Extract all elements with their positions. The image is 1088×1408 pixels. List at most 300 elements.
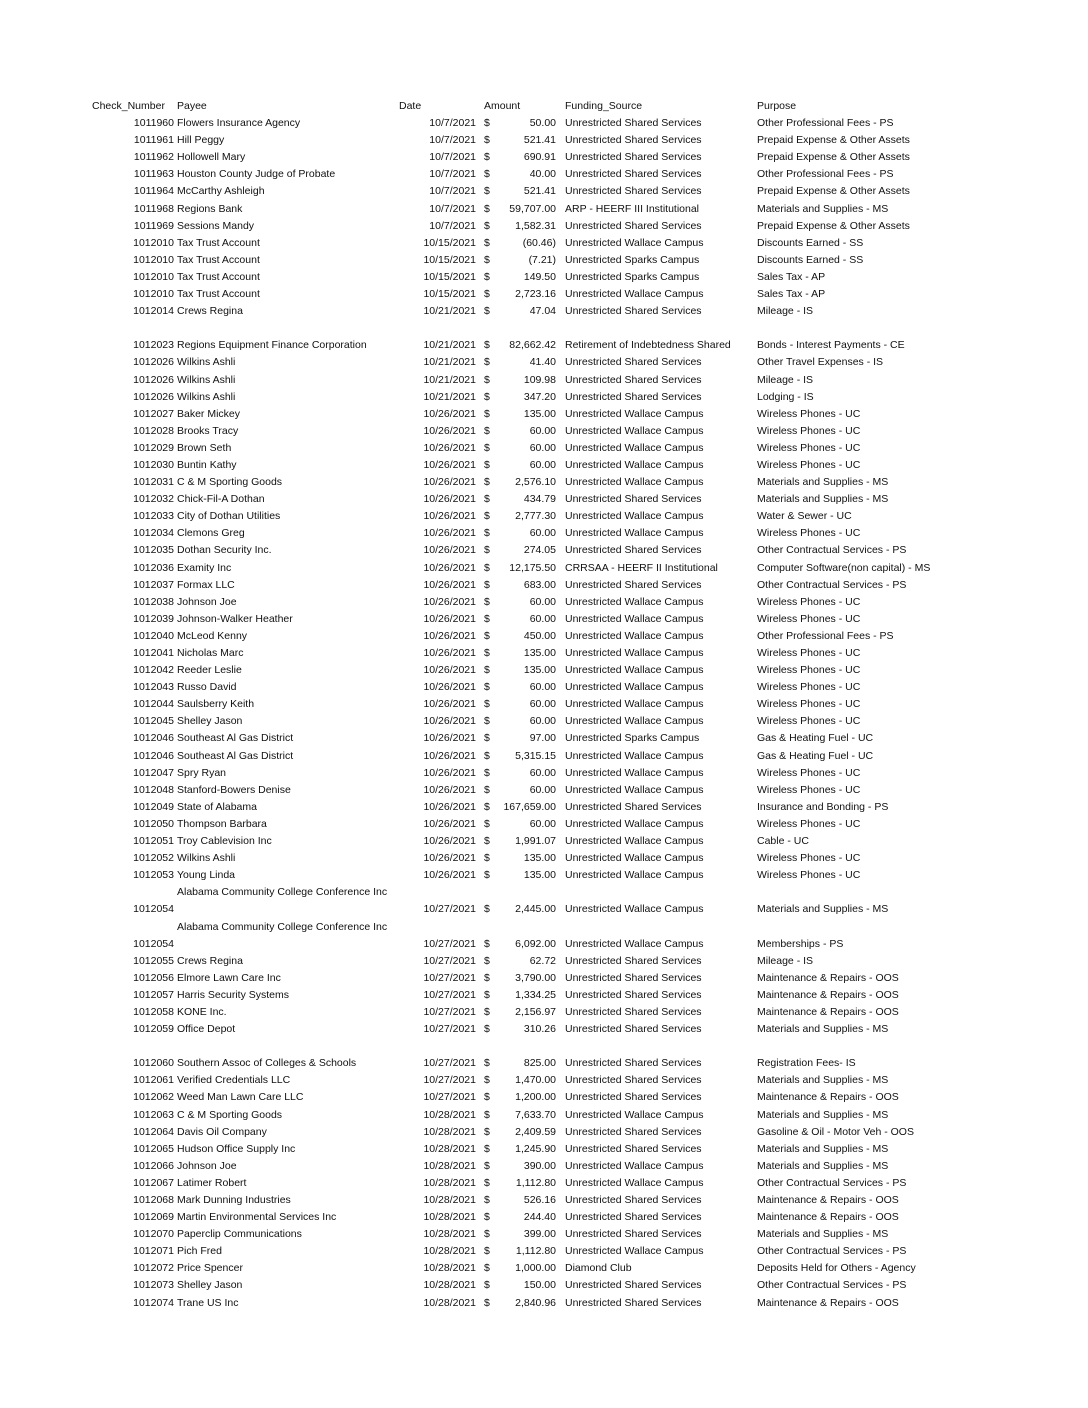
check-number-cell: 1012023: [133, 339, 174, 352]
date-cell: 10/26/2021: [423, 749, 476, 762]
date-cell: 10/21/2021: [423, 339, 476, 352]
funding-source-cell: Unrestricted Wallace Campus: [565, 458, 704, 471]
header-purpose: Purpose: [757, 100, 797, 112]
check-number-cell: 1012072: [133, 1262, 174, 1275]
purpose-cell: Sales Tax - AP: [757, 270, 826, 283]
check-number-cell: 1012067: [133, 1176, 174, 1189]
currency-symbol: $: [484, 1091, 490, 1104]
currency-symbol: $: [484, 407, 490, 420]
currency-symbol: $: [484, 1125, 490, 1138]
purpose-cell: Wireless Phones - UC: [757, 424, 861, 437]
check-number-cell: 1012039: [133, 612, 174, 625]
table-row: [0, 542, 1088, 559]
date-cell: 10/28/2021: [423, 1142, 476, 1155]
date-cell: 10/27/2021: [423, 903, 476, 916]
currency-symbol: $: [484, 749, 490, 762]
payee-cell: Martin Environmental Services Inc: [177, 1211, 337, 1224]
funding-source-cell: Unrestricted Wallace Campus: [565, 681, 704, 694]
table-row: [0, 1226, 1088, 1243]
amount-cell: 135.00: [523, 407, 556, 420]
check-number-cell: 1012037: [133, 578, 174, 591]
currency-symbol: $: [484, 168, 490, 181]
amount-cell: (7.21): [528, 253, 556, 266]
table-row: [0, 816, 1088, 833]
payee-cell: Harris Security Systems: [177, 988, 290, 1001]
funding-source-cell: Unrestricted Shared Services: [565, 151, 702, 164]
check-number-cell: 1012049: [133, 800, 174, 813]
currency-symbol: $: [484, 971, 490, 984]
table-row: [0, 884, 1088, 918]
table-row: [0, 1089, 1088, 1106]
currency-symbol: $: [484, 1262, 490, 1275]
check-number-cell: 1012050: [133, 817, 174, 830]
amount-cell: 399.00: [523, 1228, 556, 1241]
table-row: [0, 1021, 1088, 1038]
table-row: [0, 782, 1088, 799]
payee-cell: Office Depot: [177, 1023, 236, 1036]
payee-cell: Chick-Fil-A Dothan: [177, 493, 265, 506]
amount-cell: 40.00: [529, 168, 556, 181]
purpose-cell: Maintenance & Repairs - OOS: [757, 988, 899, 1001]
table-row: [0, 354, 1088, 371]
amount-cell: 521.41: [523, 185, 556, 198]
amount-cell: 1,112.80: [515, 1176, 556, 1189]
amount-cell: 1,991.07: [515, 835, 556, 848]
blank-row: [0, 320, 1088, 337]
table-row: [0, 867, 1088, 884]
check-number-cell: 1012058: [133, 1005, 174, 1018]
purpose-cell: Materials and Supplies - MS: [757, 1023, 889, 1036]
funding-source-cell: Unrestricted Wallace Campus: [565, 749, 704, 762]
purpose-cell: Sales Tax - AP: [757, 288, 826, 301]
currency-symbol: $: [484, 698, 490, 711]
funding-source-cell: Unrestricted Sparks Campus: [565, 732, 700, 745]
funding-source-cell: Unrestricted Wallace Campus: [565, 835, 704, 848]
amount-cell: 526.16: [523, 1194, 556, 1206]
amount-cell: 59,707.00: [509, 202, 556, 215]
amount-cell: 97.00: [529, 732, 556, 745]
funding-source-cell: Unrestricted Shared Services: [565, 185, 702, 198]
purpose-cell: Deposits Held for Others - Agency: [757, 1262, 916, 1275]
funding-source-cell: Unrestricted Shared Services: [565, 1279, 702, 1292]
payee-cell: City of Dothan Utilities: [177, 510, 281, 523]
table-row: [0, 440, 1088, 457]
amount-cell: 390.00: [523, 1159, 556, 1172]
purpose-cell: Mileage - IS: [757, 954, 814, 967]
date-cell: 10/26/2021: [423, 458, 476, 471]
amount-cell: 50.00: [529, 117, 556, 130]
purpose-cell: Wireless Phones - UC: [757, 612, 861, 625]
payee-cell: Alabama Community College Conference Inc: [177, 886, 388, 899]
check-number-cell: 1012066: [133, 1159, 174, 1172]
amount-cell: 2,576.10: [515, 476, 556, 489]
amount-cell: 1,000.00: [515, 1262, 556, 1275]
funding-source-cell: Unrestricted Sparks Campus: [565, 270, 700, 283]
currency-symbol: $: [484, 493, 490, 506]
currency-symbol: $: [484, 612, 490, 625]
amount-cell: 5,315.15: [515, 749, 556, 762]
amount-cell: 690.91: [523, 151, 556, 164]
currency-symbol: $: [484, 134, 490, 147]
amount-cell: 825.00: [523, 1057, 556, 1070]
purpose-cell: Materials and Supplies - MS: [757, 1159, 889, 1172]
funding-source-cell: Unrestricted Shared Services: [565, 356, 702, 369]
purpose-cell: Memberships - PS: [757, 937, 844, 950]
check-number-cell: 1012042: [133, 664, 174, 677]
payee-cell: Elmore Lawn Care Inc: [177, 971, 281, 984]
date-cell: 10/27/2021: [423, 1057, 476, 1070]
table-row: [0, 252, 1088, 269]
date-cell: 10/26/2021: [423, 612, 476, 625]
payee-cell: Brown Seth: [177, 441, 232, 454]
purpose-cell: Prepaid Expense & Other Assets: [757, 151, 910, 164]
amount-cell: (60.46): [522, 236, 556, 249]
purpose-cell: Lodging - IS: [757, 390, 814, 403]
amount-cell: 3,790.00: [515, 971, 556, 984]
check-number-cell: 1012032: [133, 493, 174, 506]
funding-source-cell: Unrestricted Shared Services: [565, 578, 702, 591]
currency-symbol: $: [484, 664, 490, 677]
check-number-cell: 1011969: [133, 219, 174, 232]
table-row: [0, 235, 1088, 252]
date-cell: 10/15/2021: [423, 236, 476, 249]
currency-symbol: $: [484, 117, 490, 130]
check-number-cell: 1012033: [133, 510, 174, 523]
table-row: [0, 765, 1088, 782]
payee-cell: Brooks Tracy: [177, 424, 239, 437]
check-number-cell: 1011960: [133, 117, 174, 130]
currency-symbol: $: [484, 1194, 490, 1206]
amount-cell: 12,175.50: [509, 561, 556, 574]
amount-cell: 60.00: [529, 715, 556, 728]
currency-symbol: $: [484, 236, 490, 249]
amount-cell: 60.00: [529, 817, 556, 830]
date-cell: 10/27/2021: [423, 937, 476, 950]
table-row: [0, 799, 1088, 816]
currency-symbol: $: [484, 629, 490, 642]
table-row: [0, 286, 1088, 303]
payee-cell: Flowers Insurance Agency: [177, 117, 301, 130]
table-row: [0, 748, 1088, 765]
date-cell: 10/28/2021: [423, 1262, 476, 1275]
payee-cell: Wilkins Ashli: [177, 852, 236, 865]
table-row: [0, 303, 1088, 320]
funding-source-cell: Unrestricted Shared Services: [565, 1091, 702, 1104]
table-row: [0, 423, 1088, 440]
payee-cell: C & M Sporting Goods: [177, 476, 283, 489]
table-row: [0, 1277, 1088, 1294]
amount-cell: 60.00: [529, 783, 556, 796]
currency-symbol: $: [484, 647, 490, 659]
currency-symbol: $: [484, 253, 490, 266]
amount-cell: 60.00: [529, 441, 556, 454]
purpose-cell: Materials and Supplies - MS: [757, 1074, 889, 1087]
payee-cell: Price Spencer: [177, 1262, 243, 1275]
date-cell: 10/27/2021: [423, 1091, 476, 1104]
amount-cell: 60.00: [529, 527, 556, 540]
date-cell: 10/28/2021: [423, 1279, 476, 1292]
currency-symbol: $: [484, 390, 490, 403]
amount-cell: 1,582.31: [515, 219, 556, 232]
amount-cell: 450.00: [523, 629, 556, 642]
date-cell: 10/7/2021: [429, 185, 476, 198]
purpose-cell: Other Professional Fees - PS: [757, 117, 894, 130]
check-number-cell: 1012014: [133, 305, 174, 318]
funding-source-cell: Diamond Club: [565, 1262, 632, 1275]
check-number-cell: 1012047: [133, 766, 174, 779]
check-register-sheet: [0, 98, 1088, 1312]
check-number-cell: 1012038: [133, 595, 174, 608]
purpose-cell: Other Travel Expenses - IS: [757, 356, 884, 369]
date-cell: 10/28/2021: [423, 1159, 476, 1172]
check-number-cell: 1012026: [133, 356, 174, 369]
amount-cell: 135.00: [523, 869, 556, 882]
date-cell: 10/26/2021: [423, 561, 476, 574]
amount-cell: 60.00: [529, 424, 556, 437]
check-number-cell: 1012031: [133, 476, 174, 489]
check-number-cell: 1012055: [133, 954, 174, 967]
funding-source-cell: Unrestricted Shared Services: [565, 1194, 702, 1206]
check-number-cell: 1012026: [133, 373, 174, 386]
payee-cell: Johnson-Walker Heather: [177, 612, 293, 625]
date-cell: 10/7/2021: [429, 151, 476, 164]
funding-source-cell: Unrestricted Wallace Campus: [565, 852, 704, 865]
check-number-cell: 1012051: [133, 835, 174, 848]
payee-cell: Verified Credentials LLC: [177, 1074, 291, 1087]
payee-cell: Johnson Joe: [177, 1159, 237, 1172]
currency-symbol: $: [484, 1142, 490, 1155]
payee-cell: Sessions Mandy: [177, 219, 255, 232]
table-row: [0, 457, 1088, 474]
date-cell: 10/28/2021: [423, 1211, 476, 1224]
amount-cell: 2,777.30: [515, 510, 556, 523]
date-cell: 10/21/2021: [423, 305, 476, 318]
table-row: [0, 183, 1088, 200]
date-cell: 10/26/2021: [423, 852, 476, 865]
date-cell: 10/28/2021: [423, 1125, 476, 1138]
payee-cell: Davis Oil Company: [177, 1125, 267, 1138]
purpose-cell: Wireless Phones - UC: [757, 698, 861, 711]
currency-symbol: $: [484, 681, 490, 694]
funding-source-cell: CRRSAA - HEERF II Institutional: [565, 561, 718, 574]
currency-symbol: $: [484, 270, 490, 283]
currency-symbol: $: [484, 305, 490, 318]
purpose-cell: Wireless Phones - UC: [757, 869, 861, 882]
payee-cell: Saulsberry Keith: [177, 698, 255, 711]
currency-symbol: $: [484, 595, 490, 608]
funding-source-cell: Unrestricted Wallace Campus: [565, 715, 704, 728]
table-row: [0, 850, 1088, 867]
purpose-cell: Maintenance & Repairs - OOS: [757, 1211, 899, 1224]
table-row: [0, 1124, 1088, 1141]
date-cell: 10/7/2021: [429, 134, 476, 147]
check-number-cell: 1012040: [133, 629, 174, 642]
purpose-cell: Materials and Supplies - MS: [757, 1228, 889, 1241]
funding-source-cell: Unrestricted Wallace Campus: [565, 647, 704, 659]
currency-symbol: $: [484, 937, 490, 950]
currency-symbol: $: [484, 356, 490, 369]
payee-cell: Regions Equipment Finance Corporation: [177, 339, 367, 352]
funding-source-cell: Unrestricted Shared Services: [565, 1074, 702, 1087]
check-number-cell: 1012010: [133, 270, 174, 283]
table-row: [0, 491, 1088, 508]
funding-source-cell: Unrestricted Wallace Campus: [565, 766, 704, 779]
payee-cell: Clemons Greg: [177, 527, 245, 540]
payee-cell: Hill Peggy: [177, 134, 225, 147]
funding-source-cell: Unrestricted Wallace Campus: [565, 869, 704, 882]
amount-cell: 1,112.80: [515, 1245, 556, 1258]
funding-source-cell: Unrestricted Shared Services: [565, 1296, 702, 1309]
check-number-cell: 1012057: [133, 988, 174, 1001]
payee-cell: Buntin Kathy: [177, 458, 237, 471]
payee-cell: Alabama Community College Conference Inc: [177, 920, 388, 933]
currency-symbol: $: [484, 373, 490, 386]
table-row: [0, 1243, 1088, 1260]
date-cell: 10/15/2021: [423, 253, 476, 266]
check-number-cell: 1012010: [133, 236, 174, 249]
payee-cell: State of Alabama: [177, 800, 257, 813]
purpose-cell: Mileage - IS: [757, 305, 814, 318]
purpose-cell: Maintenance & Repairs - OOS: [757, 1091, 899, 1104]
purpose-cell: Other Contractual Services - PS: [757, 1279, 907, 1292]
date-cell: 10/28/2021: [423, 1296, 476, 1309]
funding-source-cell: Unrestricted Wallace Campus: [565, 441, 704, 454]
table-row: [0, 149, 1088, 166]
table-row: [0, 730, 1088, 747]
payee-cell: McCarthy Ashleigh: [177, 185, 265, 198]
date-cell: 10/28/2021: [423, 1228, 476, 1241]
funding-source-cell: Unrestricted Shared Services: [565, 373, 702, 386]
date-cell: 10/26/2021: [423, 800, 476, 813]
funding-source-cell: Unrestricted Wallace Campus: [565, 424, 704, 437]
check-number-cell: 1012056: [133, 971, 174, 984]
date-cell: 10/26/2021: [423, 441, 476, 454]
amount-cell: 347.20: [523, 390, 556, 403]
payee-cell: Examity Inc: [177, 561, 232, 574]
currency-symbol: $: [484, 458, 490, 471]
date-cell: 10/26/2021: [423, 817, 476, 830]
funding-source-cell: Unrestricted Wallace Campus: [565, 1108, 704, 1121]
amount-cell: 244.40: [523, 1211, 556, 1224]
table-row: [0, 662, 1088, 679]
table-row: [0, 1295, 1088, 1312]
payee-cell: Mark Dunning Industries: [177, 1194, 291, 1206]
table-row: [0, 679, 1088, 696]
amount-cell: 109.98: [523, 373, 556, 386]
currency-symbol: $: [484, 869, 490, 882]
date-cell: 10/26/2021: [423, 407, 476, 420]
amount-cell: 521.41: [523, 134, 556, 147]
payee-cell: Hudson Office Supply Inc: [177, 1142, 296, 1155]
purpose-cell: Gas & Heating Fuel - UC: [757, 749, 874, 762]
table-row: [0, 713, 1088, 730]
date-cell: 10/7/2021: [429, 117, 476, 130]
table-row: [0, 1141, 1088, 1158]
check-number-cell: 1012010: [133, 288, 174, 301]
check-number-cell: 1012030: [133, 458, 174, 471]
date-cell: 10/28/2021: [423, 1108, 476, 1121]
purpose-cell: Materials and Supplies - MS: [757, 476, 889, 489]
purpose-cell: Water & Sewer - UC: [757, 510, 852, 523]
date-cell: 10/28/2021: [423, 1176, 476, 1189]
currency-symbol: $: [484, 441, 490, 454]
check-number-cell: 1012026: [133, 390, 174, 403]
purpose-cell: Prepaid Expense & Other Assets: [757, 134, 910, 147]
amount-cell: 1,334.25: [515, 988, 556, 1001]
check-number-cell: 1012063: [133, 1108, 174, 1121]
funding-source-cell: Unrestricted Shared Services: [565, 1125, 702, 1138]
purpose-cell: Registration Fees- IS: [757, 1057, 856, 1070]
date-cell: 10/26/2021: [423, 527, 476, 540]
purpose-cell: Bonds - Interest Payments - CE: [757, 339, 905, 352]
payee-cell: Wilkins Ashli: [177, 390, 236, 403]
table-row: [0, 166, 1088, 183]
table-row: [0, 560, 1088, 577]
purpose-cell: Maintenance & Repairs - OOS: [757, 971, 899, 984]
check-number-cell: 1012060: [133, 1057, 174, 1070]
check-number-cell: 1011968: [133, 202, 174, 215]
purpose-cell: Materials and Supplies - MS: [757, 202, 889, 215]
currency-symbol: $: [484, 732, 490, 745]
currency-symbol: $: [484, 715, 490, 728]
check-number-cell: 1012010: [133, 253, 174, 266]
currency-symbol: $: [484, 219, 490, 232]
funding-source-cell: Unrestricted Wallace Campus: [565, 407, 704, 420]
payee-cell: Tax Trust Account: [177, 270, 260, 283]
header-date: Date: [399, 100, 422, 112]
table-row: [0, 115, 1088, 132]
funding-source-cell: Unrestricted Shared Services: [565, 1211, 702, 1224]
table-row: [0, 577, 1088, 594]
check-number-cell: 1012068: [133, 1194, 174, 1206]
date-cell: 10/28/2021: [423, 1245, 476, 1258]
date-cell: 10/26/2021: [423, 766, 476, 779]
funding-source-cell: Unrestricted Wallace Campus: [565, 1245, 704, 1258]
payee-cell: Regions Bank: [177, 202, 243, 215]
amount-cell: 683.00: [523, 578, 556, 591]
payee-cell: Crews Regina: [177, 954, 243, 967]
date-cell: 10/21/2021: [423, 373, 476, 386]
check-number-cell: 1012041: [133, 647, 174, 659]
check-number-cell: 1012054: [133, 903, 174, 916]
date-cell: 10/26/2021: [423, 783, 476, 796]
purpose-cell: Discounts Earned - SS: [757, 253, 864, 266]
currency-symbol: $: [484, 1159, 490, 1172]
table-row: [0, 970, 1088, 987]
amount-cell: 150.00: [523, 1279, 556, 1292]
purpose-cell: Mileage - IS: [757, 373, 814, 386]
funding-source-cell: Unrestricted Wallace Campus: [565, 236, 704, 249]
table-row: [0, 1175, 1088, 1192]
check-number-cell: 1012034: [133, 527, 174, 540]
purpose-cell: Wireless Phones - UC: [757, 681, 861, 694]
currency-symbol: $: [484, 1228, 490, 1241]
payee-cell: Houston County Judge of Probate: [177, 168, 336, 181]
payee-cell: Johnson Joe: [177, 595, 237, 608]
funding-source-cell: Unrestricted Shared Services: [565, 305, 702, 318]
payee-cell: Formax LLC: [177, 578, 235, 591]
payee-cell: Russo David: [177, 681, 237, 694]
payee-cell: Baker Mickey: [177, 407, 241, 420]
purpose-cell: Insurance and Bonding - PS: [757, 800, 889, 813]
date-cell: 10/26/2021: [423, 544, 476, 557]
payee-cell: Crews Regina: [177, 305, 243, 318]
purpose-cell: Materials and Supplies - MS: [757, 1142, 889, 1155]
table-row: [0, 919, 1088, 953]
currency-symbol: $: [484, 339, 490, 352]
amount-cell: 62.72: [529, 954, 556, 967]
table-row: [0, 987, 1088, 1004]
